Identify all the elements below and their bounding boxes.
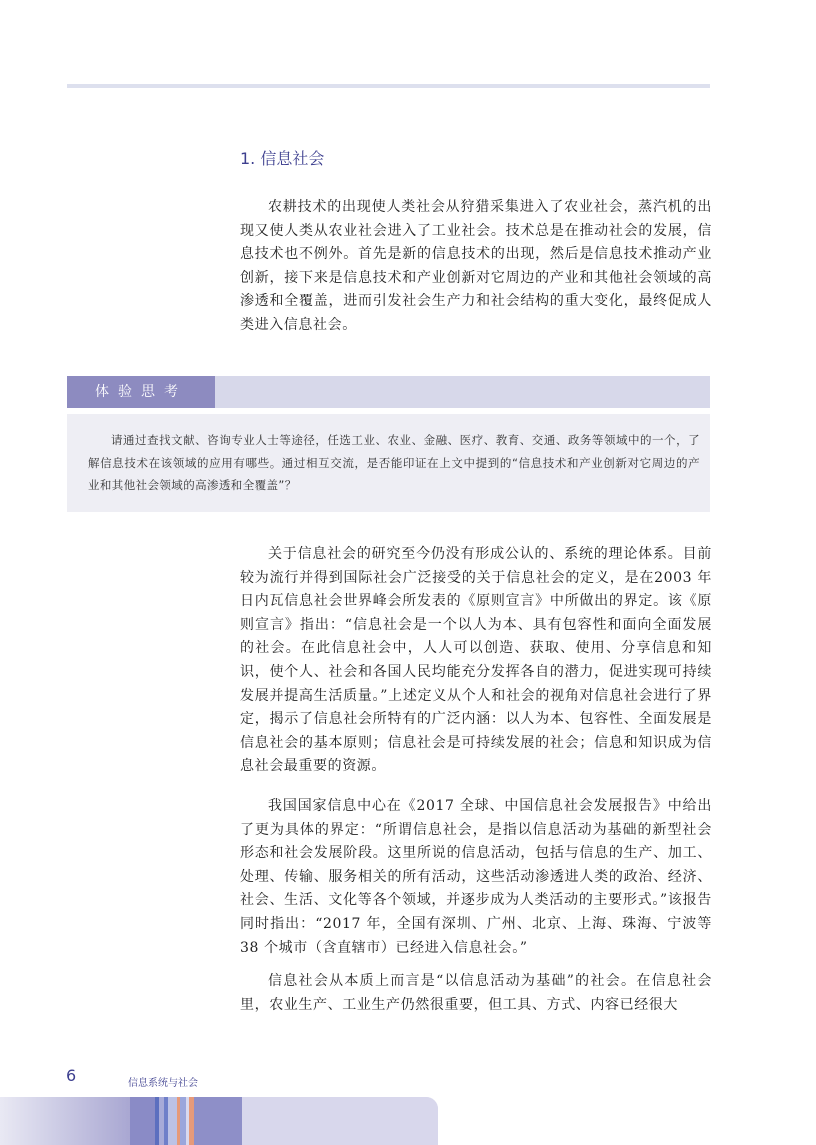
footer-stripe xyxy=(242,1097,438,1145)
footer-stripe xyxy=(168,1097,177,1145)
top-rule xyxy=(67,84,710,88)
think-box-body xyxy=(67,414,710,512)
think-box-header xyxy=(67,376,710,408)
paragraph-definition: 关于信息社会的研究至今仍没有形成公认的、系统的理论体系。目前较为流行并得到国际社会广泛接受的关于信息社会的定义，是在2003 年日内瓦信息社会世界峰会所发表的《原则宣言》中所做出的界定。该《原则宣言》指出：“信息社会是一个以人为本、具有包容性和面向全面发展的社会。在此信息社会中，人人可以创造、获取、使用、分享信息和知识，使个人、社会和各国人民均能充分发挥各自的潜力，促进实现可持续发展并提高生活质量。”上述定义从个人和社会的视角对信息社会进行了界定，揭示了信息社会所特有的广泛内涵：以人为本、包容性、全面发展是信息社会的基本原则；信息社会是可持续发展的社会；信息和知识成为信息社会最重要的资源。 xyxy=(240,546,712,775)
section-heading: 1. 信息社会 xyxy=(240,149,325,168)
paragraph-intro: 农耕技术的出现使人类社会从狩猎采集进入了农业社会，蒸汽机的出现又使人类从农业社会进入了工业社会。技术总是在推动社会的发展，信息技术也不例外。首先是新的信息技术的出现，然后是信息技术推动产业创新，接下来是信息技术和产业创新对它周边的产业和其他社会领域的高渗透和全覆盖，进而引发社会生产力和社会结构的重大变化，最终促成人类进入信息社会。 xyxy=(240,199,712,333)
footer-stripe xyxy=(130,1097,155,1145)
think-box-text: 请通过查找文献、咨询专业人士等途径，任选工业、农业、金融、医疗、教育、交通、政务等领域中的一个，了解信息技术在该领域的应用有哪些。通过相互交流，是否能印证在上文中提到的“信息技术和产业创新对它周边的产业和其他社会领域的高渗透和全覆盖”？ xyxy=(88,433,700,492)
page-number: 6 xyxy=(66,1066,77,1085)
think-box xyxy=(67,376,710,512)
paragraph-report: 我国国家信息中心在《2017 全球、中国信息社会发展报告》中给出了更为具体的界定：“所谓信息社会，是指以信息活动为基础的新型社会形态和社会发展阶段。这里所说的信息活动，包括与信息的生产、加工、处理、传输、服务相关的所有活动，这些活动渗透进人类的政治、经济、社会、生活、文化等各个领域，并逐步成为人类活动的主要形式。”该报告同时指出：“2017 年，全国有深圳、广州、北京、上海、珠海、宁波等 38 个城市（含直辖市）已经进入信息社会。” xyxy=(240,798,712,956)
think-box-tab: 体验思考 xyxy=(67,376,215,408)
footer-gradient xyxy=(0,1097,130,1145)
book-title: 信息系统与社会 xyxy=(128,1078,198,1089)
footer-stripe xyxy=(194,1097,242,1145)
footer-decoration xyxy=(0,1097,438,1145)
paragraph-essence: 信息社会从本质上而言是“以信息活动为基础”的社会。在信息社会里，农业生产、工业生产仍然很重要，但工具、方式、内容已经很大 xyxy=(240,973,712,1013)
